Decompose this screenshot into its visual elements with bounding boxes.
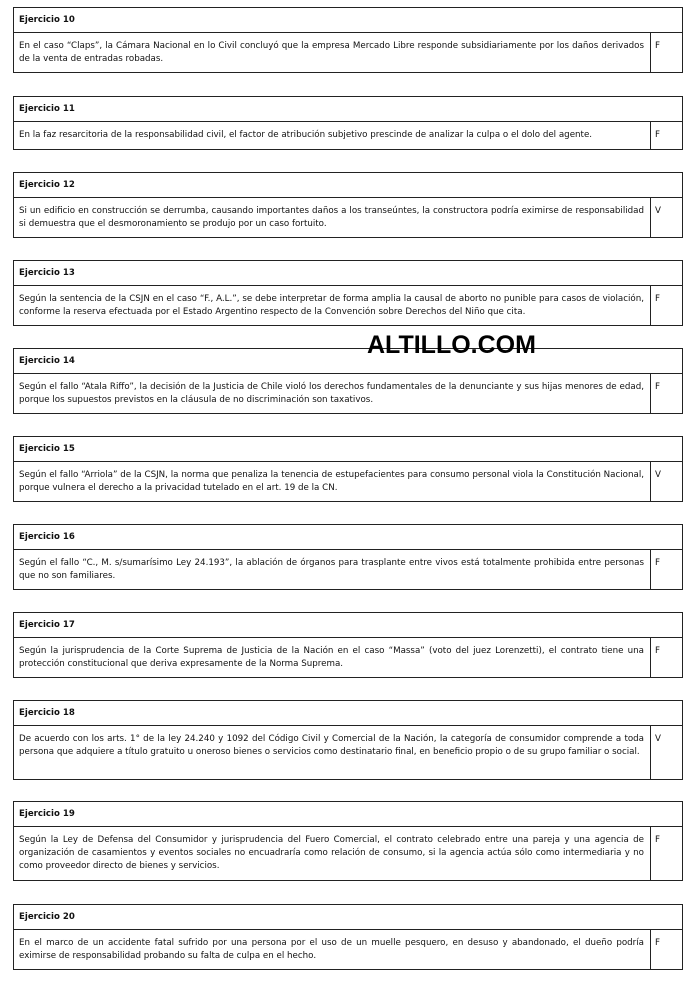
exercise-title: Ejercicio 19	[14, 802, 682, 827]
exercise-10	[13, 7, 683, 73]
exercise-16	[13, 524, 683, 590]
exercise-title: Ejercicio 16	[14, 525, 682, 550]
exercise-answer: F	[650, 827, 682, 880]
exercise-title: Ejercicio 17	[14, 613, 682, 638]
exercise-row	[14, 286, 682, 325]
exercise-statement: En la faz resarcitoria de la responsabilidad civil, el factor de atribución subjetivo prescinde de analizar la culpa o el dolo del agente.	[19, 130, 593, 140]
exercise-title: Ejercicio 10	[14, 8, 682, 33]
exercise-statement: En el caso “Claps”, la Cámara Nacional en lo Civil concluyó que la empresa Mercado Libre responde subsidiariamente por los daños derivados de la venta de entradas robadas.	[19, 41, 644, 64]
exercise-statement: Según el fallo “Atala Riffo”, la decisión de la Justicia de Chile violó los derechos fundamentales de la denunciante y sus hijas menores de edad, porque los supuestos previstos en la cláusula de no discriminación son taxativos.	[19, 382, 644, 405]
exercise-answer: V	[650, 198, 682, 237]
exercise-title: Ejercicio 20	[14, 905, 682, 930]
exercise-row	[14, 198, 682, 237]
exercise-11	[13, 96, 683, 150]
exercise-title: Ejercicio 18	[14, 701, 682, 726]
exercise-statement: Según la Ley de Defensa del Consumidor y jurisprudencia del Fuero Comercial, el contrato celebrado entre una pareja y una agencia de organización de casamientos y eventos sociales no encuadraría como relación de consumo, si la agencia actúa sólo como intermediaria y no como proveedor directo de bienes y servicios.	[19, 835, 644, 871]
exercise-title: Ejercicio 11	[14, 97, 682, 122]
exercise-title: Ejercicio 15	[14, 437, 682, 462]
exercise-statement: Según el fallo “Arriola” de la CSJN, la norma que penaliza la tenencia de estupefacientes para consumo personal viola la Constitución Nacional, porque vulnera el derecho a la privacidad tutelado en el art. 19 de la CN.	[19, 470, 644, 493]
exercise-answer: F	[650, 930, 682, 969]
exercise-answer: F	[650, 122, 682, 149]
exercise-answer: F	[650, 33, 682, 72]
exercise-14	[13, 348, 683, 414]
exercise-row	[14, 374, 682, 413]
exercise-row	[14, 550, 682, 589]
exercise-19	[13, 801, 683, 881]
exercise-title: Ejercicio 14	[14, 349, 682, 374]
exercise-answer: V	[650, 726, 682, 779]
exercise-row	[14, 33, 682, 72]
exercise-statement: Según la sentencia de la CSJN en el caso “F., A.L.”, se debe interpretar de forma amplia la causal de aborto no punible para casos de violación, conforme la reserva efectuada por el Estado Argentino respecto de la Convención sobre Derechos del Niño que cita.	[19, 294, 644, 317]
exercise-statement: Si un edificio en construcción se derrumba, causando importantes daños a los transeúntes, la constructora podría eximirse de responsabilidad si demuestra que el desmoronamiento se produjo por un caso fortuito.	[19, 206, 644, 229]
exercise-12	[13, 172, 683, 238]
exercise-answer: F	[650, 638, 682, 677]
exercise-row	[14, 726, 682, 779]
exercise-15	[13, 436, 683, 502]
exercise-answer: F	[650, 550, 682, 589]
exercise-statement: Según la jurisprudencia de la Corte Suprema de Justicia de la Nación en el caso “Massa” (voto del juez Lorenzetti), el contrato tiene una protección constitucional que deriva expresamente de la Norma Suprema.	[19, 646, 644, 669]
exercise-row	[14, 827, 682, 880]
exercise-13	[13, 260, 683, 326]
watermark: ALTILLO.COM	[367, 331, 536, 359]
exercise-row	[14, 122, 682, 149]
exercise-17	[13, 612, 683, 678]
exercise-20	[13, 904, 683, 970]
exercise-statement: Según el fallo “C., M. s/sumarísimo Ley 24.193”, la ablación de órganos para trasplante entre vivos está totalmente prohibida entre personas que no son familiares.	[19, 558, 644, 581]
exercise-row	[14, 462, 682, 501]
exercise-answer: F	[650, 374, 682, 413]
exercise-statement: En el marco de un accidente fatal sufrido por una persona por el uso de un muelle pesquero, en desuso y abandonado, el dueño podría eximirse de responsabilidad probando su falta de culpa en el hecho.	[19, 938, 644, 961]
exercise-row	[14, 930, 682, 969]
exercise-title: Ejercicio 12	[14, 173, 682, 198]
exercise-answer: V	[650, 462, 682, 501]
exercise-row	[14, 638, 682, 677]
exercise-18	[13, 700, 683, 780]
exercise-title: Ejercicio 13	[14, 261, 682, 286]
exercise-answer: F	[650, 286, 682, 325]
exercise-statement: De acuerdo con los arts. 1° de la ley 24.240 y 1092 del Código Civil y Comercial de la Nación, la categoría de consumidor comprende a toda persona que adquiere a título gratuito u oneroso bienes o servicios como destinatario final, en beneficio propio o de su grupo familiar o social.	[19, 734, 644, 757]
